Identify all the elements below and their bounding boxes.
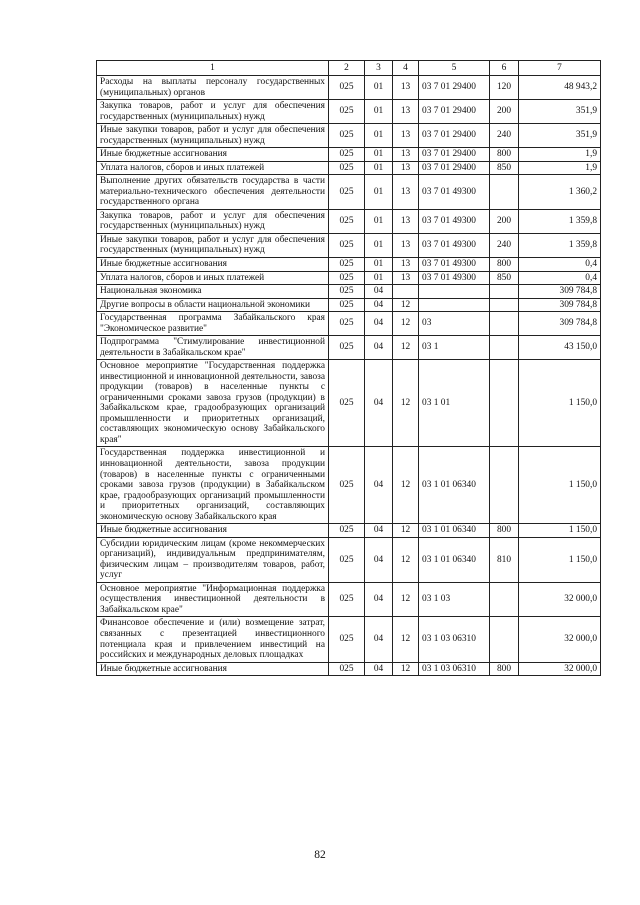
target-article-code-cell: 03 7 01 29400 [419, 76, 490, 100]
amount-cell: 32 000,0 [519, 617, 601, 662]
table-row [97, 209, 601, 233]
ministry-code-cell: 025 [329, 336, 365, 360]
target-article-code-cell: 03 1 03 [419, 582, 490, 617]
amount-cell: 48 943,2 [519, 76, 601, 100]
item-name-cell: Основное мероприятие "Государственная поддержка инвестиционной и инновационной деятельности, завоза продукции (товаров) в населенные пункты с ограниченными сроками завоза грузов (продукции) в Забайкальском крае, градообразующих организаций промышленности и приоритетных организаций, составляющих экономическую основу Забайкальского края" [97, 360, 329, 447]
subsection-code-cell: 12 [393, 524, 419, 538]
table-row [97, 257, 601, 271]
section-code-cell: 04 [365, 662, 393, 676]
ministry-code-cell: 025 [329, 447, 365, 524]
table-row [97, 285, 601, 299]
expense-type-code-cell: 800 [490, 148, 519, 162]
expense-type-code-cell [490, 175, 519, 210]
page-number: 82 [314, 849, 326, 861]
target-article-code-cell: 03 7 01 29400 [419, 161, 490, 175]
amount-cell: 1 359,8 [519, 209, 601, 233]
subsection-code-cell: 12 [393, 447, 419, 524]
section-code-cell: 01 [365, 100, 393, 124]
header-cell: 7 [519, 61, 601, 76]
item-name-cell: Государственная программа Забайкальского края "Экономическое развитие" [97, 312, 329, 336]
section-code-cell: 04 [365, 285, 393, 299]
ministry-code-cell: 025 [329, 257, 365, 271]
header-cell: 6 [490, 61, 519, 76]
section-code-cell: 04 [365, 582, 393, 617]
amount-cell: 0,4 [519, 271, 601, 285]
section-code-cell: 04 [365, 447, 393, 524]
expense-type-code-cell [490, 312, 519, 336]
expense-type-code-cell [490, 285, 519, 299]
table-row [97, 148, 601, 162]
ministry-code-cell: 025 [329, 524, 365, 538]
table-row [97, 360, 601, 447]
item-name-cell: Субсидии юридическим лицам (кроме некоммерческих организаций), индивидуальным предпринимателям, физическим лицам – производителям товаров, работ, услуг [97, 537, 329, 582]
table-row [97, 271, 601, 285]
amount-cell: 0,4 [519, 257, 601, 271]
header-cell: 2 [329, 61, 365, 76]
amount-cell: 309 784,8 [519, 312, 601, 336]
section-code-cell: 04 [365, 336, 393, 360]
section-code-cell: 01 [365, 175, 393, 210]
target-article-code-cell: 03 7 01 29400 [419, 100, 490, 124]
table-row [97, 76, 601, 100]
expense-type-code-cell: 200 [490, 100, 519, 124]
target-article-code-cell: 03 7 01 49300 [419, 233, 490, 257]
ministry-code-cell: 025 [329, 271, 365, 285]
target-article-code-cell: 03 7 01 49300 [419, 209, 490, 233]
subsection-code-cell: 12 [393, 336, 419, 360]
subsection-code-cell: 12 [393, 662, 419, 676]
subsection-code-cell: 13 [393, 100, 419, 124]
ministry-code-cell: 025 [329, 76, 365, 100]
item-name-cell: Иные бюджетные ассигнования [97, 148, 329, 162]
header-cell: 4 [393, 61, 419, 76]
table-row [97, 312, 601, 336]
amount-cell: 1,9 [519, 161, 601, 175]
target-article-code-cell: 03 7 01 49300 [419, 271, 490, 285]
expense-type-code-cell [490, 298, 519, 312]
amount-cell: 309 784,8 [519, 298, 601, 312]
ministry-code-cell: 025 [329, 537, 365, 582]
target-article-code-cell: 03 1 03 06310 [419, 617, 490, 662]
section-code-cell: 01 [365, 161, 393, 175]
expense-type-code-cell [490, 336, 519, 360]
item-name-cell: Иные бюджетные ассигнования [97, 257, 329, 271]
ministry-code-cell: 025 [329, 209, 365, 233]
header-cell: 5 [419, 61, 490, 76]
amount-cell: 1,9 [519, 148, 601, 162]
ministry-code-cell: 025 [329, 175, 365, 210]
target-article-code-cell: 03 1 01 06340 [419, 447, 490, 524]
section-code-cell: 01 [365, 124, 393, 148]
table-row [97, 617, 601, 662]
subsection-code-cell: 12 [393, 360, 419, 447]
amount-cell: 32 000,0 [519, 582, 601, 617]
table-row [97, 582, 601, 617]
subsection-code-cell: 13 [393, 233, 419, 257]
subsection-code-cell: 13 [393, 161, 419, 175]
amount-cell: 309 784,8 [519, 285, 601, 299]
target-article-code-cell: 03 1 01 06340 [419, 537, 490, 582]
item-name-cell: Закупка товаров, работ и услуг для обеспечения государственных (муниципальных) нужд [97, 209, 329, 233]
section-code-cell: 04 [365, 524, 393, 538]
ministry-code-cell: 025 [329, 124, 365, 148]
amount-cell: 32 000,0 [519, 662, 601, 676]
target-article-code-cell [419, 285, 490, 299]
target-article-code-cell: 03 1 03 06310 [419, 662, 490, 676]
item-name-cell: Государственная поддержка инвестиционной и инновационной деятельности, завоза продукции (товаров) в населенные пункты с ограниченными сроками завоза грузов (продукции) в Забайкальском крае, градообразующих организаций промышленности и приоритетных организаций, составляющих экономическую основу Забайкальского края [97, 447, 329, 524]
subsection-code-cell: 13 [393, 148, 419, 162]
subsection-code-cell: 13 [393, 175, 419, 210]
section-code-cell: 01 [365, 257, 393, 271]
item-name-cell: Закупка товаров, работ и услуг для обеспечения государственных (муниципальных) нужд [97, 100, 329, 124]
item-name-cell: Иные бюджетные ассигнования [97, 524, 329, 538]
table-row [97, 175, 601, 210]
table-row [97, 662, 601, 676]
expense-type-code-cell: 800 [490, 662, 519, 676]
section-code-cell: 01 [365, 233, 393, 257]
subsection-code-cell: 12 [393, 298, 419, 312]
section-code-cell: 04 [365, 298, 393, 312]
table-row [97, 537, 601, 582]
table-row [97, 233, 601, 257]
subsection-code-cell [393, 285, 419, 299]
target-article-code-cell: 03 7 01 29400 [419, 124, 490, 148]
section-code-cell: 01 [365, 271, 393, 285]
table-row [97, 447, 601, 524]
target-article-code-cell: 03 7 01 29400 [419, 148, 490, 162]
subsection-code-cell: 12 [393, 312, 419, 336]
amount-cell: 1 150,0 [519, 537, 601, 582]
item-name-cell: Финансовое обеспечение и (или) возмещение затрат, связанных с презентацией инвестиционного потенциала края и привлечением инвестиций на российских и международных деловых площадках [97, 617, 329, 662]
subsection-code-cell: 12 [393, 617, 419, 662]
expense-type-code-cell: 800 [490, 257, 519, 271]
ministry-code-cell: 025 [329, 298, 365, 312]
ministry-code-cell: 025 [329, 662, 365, 676]
ministry-code-cell: 025 [329, 100, 365, 124]
header-row [97, 61, 601, 76]
item-name-cell: Основное мероприятие "Информационная поддержка осуществления инвестиционной деятельности в Забайкальском крае" [97, 582, 329, 617]
header-cell: 1 [97, 61, 329, 76]
expense-type-code-cell: 800 [490, 524, 519, 538]
subsection-code-cell: 13 [393, 271, 419, 285]
section-code-cell: 01 [365, 209, 393, 233]
amount-cell: 1 359,8 [519, 233, 601, 257]
item-name-cell: Подпрограмма "Стимулирование инвестиционной деятельности в Забайкальском крае" [97, 336, 329, 360]
section-code-cell: 01 [365, 148, 393, 162]
target-article-code-cell: 03 1 01 [419, 360, 490, 447]
amount-cell: 1 360,2 [519, 175, 601, 210]
ministry-code-cell: 025 [329, 582, 365, 617]
target-article-code-cell: 03 1 [419, 336, 490, 360]
table-row [97, 336, 601, 360]
table-row [97, 100, 601, 124]
item-name-cell: Иные закупки товаров, работ и услуг для обеспечения государственных (муниципальных) нужд [97, 124, 329, 148]
ministry-code-cell: 025 [329, 360, 365, 447]
target-article-code-cell: 03 7 01 49300 [419, 257, 490, 271]
ministry-code-cell: 025 [329, 161, 365, 175]
ministry-code-cell: 025 [329, 285, 365, 299]
table-row [97, 298, 601, 312]
item-name-cell: Иные бюджетные ассигнования [97, 662, 329, 676]
expense-type-code-cell: 240 [490, 233, 519, 257]
section-code-cell: 04 [365, 537, 393, 582]
subsection-code-cell: 13 [393, 76, 419, 100]
ministry-code-cell: 025 [329, 233, 365, 257]
item-name-cell: Уплата налогов, сборов и иных платежей [97, 161, 329, 175]
subsection-code-cell: 12 [393, 537, 419, 582]
item-name-cell: Национальная экономика [97, 285, 329, 299]
section-code-cell: 04 [365, 617, 393, 662]
subsection-code-cell: 13 [393, 257, 419, 271]
subsection-code-cell: 13 [393, 209, 419, 233]
item-name-cell: Расходы на выплаты персоналу государственных (муниципальных) органов [97, 76, 329, 100]
ministry-code-cell: 025 [329, 617, 365, 662]
target-article-code-cell: 03 1 01 06340 [419, 524, 490, 538]
budget-table [96, 60, 601, 676]
target-article-code-cell [419, 298, 490, 312]
subsection-code-cell: 12 [393, 582, 419, 617]
target-article-code-cell: 03 [419, 312, 490, 336]
item-name-cell: Другие вопросы в области национальной экономики [97, 298, 329, 312]
expense-type-code-cell [490, 617, 519, 662]
amount-cell: 351,9 [519, 100, 601, 124]
section-code-cell: 04 [365, 312, 393, 336]
amount-cell: 1 150,0 [519, 524, 601, 538]
subsection-code-cell: 13 [393, 124, 419, 148]
section-code-cell: 04 [365, 360, 393, 447]
amount-cell: 351,9 [519, 124, 601, 148]
ministry-code-cell: 025 [329, 148, 365, 162]
expense-type-code-cell: 120 [490, 76, 519, 100]
target-article-code-cell: 03 7 01 49300 [419, 175, 490, 210]
table-row [97, 524, 601, 538]
table-row [97, 124, 601, 148]
header-cell: 3 [365, 61, 393, 76]
expense-type-code-cell: 240 [490, 124, 519, 148]
section-code-cell: 01 [365, 76, 393, 100]
expense-type-code-cell: 850 [490, 161, 519, 175]
expense-type-code-cell: 200 [490, 209, 519, 233]
expense-type-code-cell: 850 [490, 271, 519, 285]
expense-type-code-cell [490, 360, 519, 447]
amount-cell: 43 150,0 [519, 336, 601, 360]
table-row [97, 161, 601, 175]
ministry-code-cell: 025 [329, 312, 365, 336]
item-name-cell: Иные закупки товаров, работ и услуг для обеспечения государственных (муниципальных) нужд [97, 233, 329, 257]
amount-cell: 1 150,0 [519, 360, 601, 447]
amount-cell: 1 150,0 [519, 447, 601, 524]
expense-type-code-cell [490, 447, 519, 524]
expense-type-code-cell [490, 582, 519, 617]
item-name-cell: Выполнение других обязательств государства в части материально-технического обеспечения деятельности государственного органа [97, 175, 329, 210]
expense-type-code-cell: 810 [490, 537, 519, 582]
item-name-cell: Уплата налогов, сборов и иных платежей [97, 271, 329, 285]
